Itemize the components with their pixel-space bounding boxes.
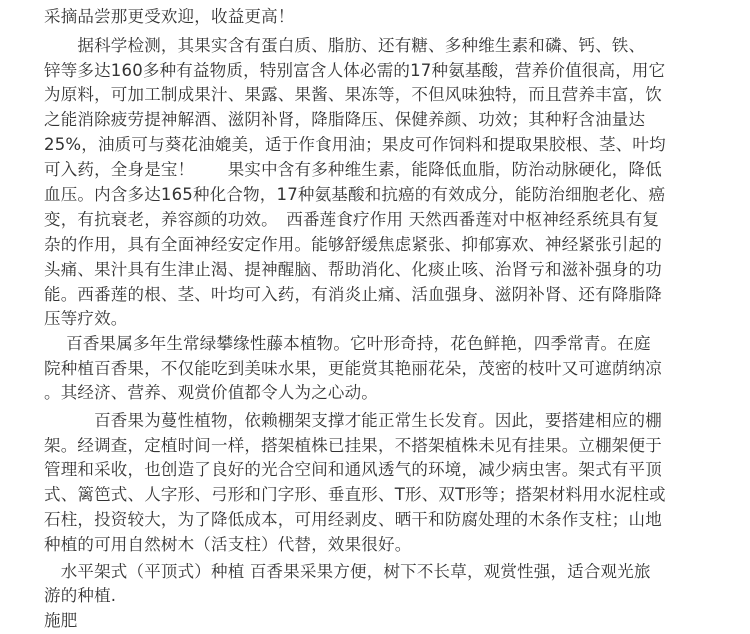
text-line: 百香果属多年生常绿攀缘性藤本植物。它叶形奇持，花色鲜艳，四季常青。在庭 [44, 334, 651, 353]
text-line: 头痛、果汁具有生津止渴、提神醒脑、帮助消化、化痰止咳、治肾亏和滋补强身的功 [44, 260, 662, 279]
text-line: 院种植百香果，不仅能吃到美味水果，更能赏其艳丽花朵，茂密的枝叶又可遮荫纳凉 [44, 359, 662, 378]
text-line: 水平架式（平顶式）种植 百香果采果方便，树下不长草，观赏性强，适合观光旅 [44, 562, 651, 581]
text-line: 之能消除疲劳提神解酒、滋阴补肾，降脂降压、保健养颜、功效；其种籽含油量达 [44, 110, 646, 129]
text-line: 为原料，可加工制成果汁、果露、果酱、果冻等，不但风味独特，而且营养丰富，饮 [44, 85, 662, 104]
text-line: 可入药，全身是宝！ 果实中含有多种维生素，能降低血脂，防治动脉硬化，降低 [44, 160, 662, 179]
text-line: 变，有抗衰老，养容颜的功效。 西番莲食疗作用 天然西番莲对中枢神经系统具有复 [44, 210, 660, 229]
text-line: 架。经调查，定植时间一样，搭架植株已挂果，不搭架植株未见有挂果。立棚架便于 [44, 436, 662, 455]
text-line: 血压。内含多达165种化合物，17种氨基酸和抗癌的有效成分，能防治细胞老化、癌 [44, 185, 666, 204]
text-line: 采摘品尝那更受欢迎，收益更高！ [44, 7, 295, 26]
text-line: 锌等多达160多种有益物质，特别富含人体必需的17种氨基酸，营养价值很高，用它 [44, 61, 666, 80]
text-line: 式、篱笆式、人字形、弓形和门字形、垂直形、T形、双T形等；搭架材料用水泥柱或 [44, 485, 666, 504]
text-line: 管理和采收，也创造了良好的光合空间和通风透气的环境，减少病虫害。架式有平顶 [44, 460, 662, 479]
text-line: 种植的可用自然树木（活支柱）代替，效果很好。 [44, 535, 412, 554]
text-line: 杂的作用，具有全面神经安定作用。能够舒缓焦虑紧张、抑郁寡欢、神经紧张引起的 [44, 235, 662, 254]
text-line: 施肥 [44, 611, 78, 630]
text-line: 。其经济、营养、观赏价值都令人为之心动。 [44, 383, 378, 402]
text-line: 百香果为蔓性植物，依赖棚架支撑才能正常生长发育。因此，要搭建相应的棚 [44, 411, 662, 430]
text-line: 25%，油质可与葵花油媲美，适于作食用油；果皮可作饲料和提取果胶根、茎、叶均 [44, 135, 666, 154]
text-line: 游的种植. [44, 586, 117, 605]
text-line: 压等疗效。 [44, 309, 128, 328]
text-line: 据科学检测，其果实含有蛋白质、脂肪、还有糖、多种维生素和磷、钙、铁、 [44, 36, 646, 55]
text-line: 能。西番莲的根、茎、叶均可入药，有消炎止痛、活血强身、滋阴补肾、还有降脂降 [44, 285, 662, 304]
text-line: 石柱，投资较大，为了降低成本，可用经剥皮、晒干和防腐处理的木条作支柱；山地 [44, 510, 662, 529]
